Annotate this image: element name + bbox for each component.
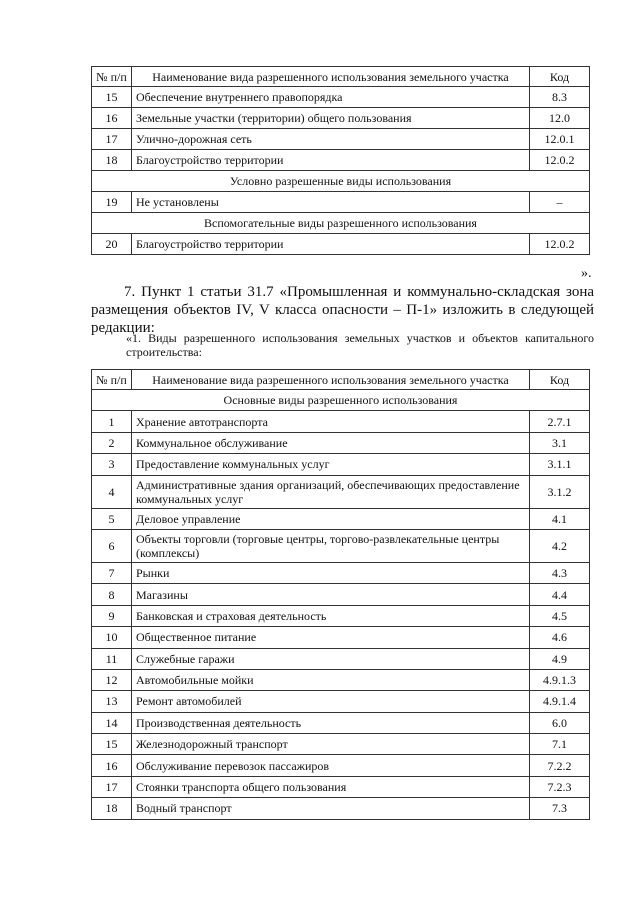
row-number: 15: [92, 734, 132, 755]
row-number: 14: [92, 712, 132, 733]
table-row: [92, 648, 590, 669]
row-name: Земельные участки (территории) общего пользования: [132, 108, 530, 129]
row-name: Рынки: [132, 562, 530, 583]
header-name: Наименование вида разрешенного использования земельного участка: [132, 370, 530, 390]
row-code: 3.1: [530, 432, 590, 453]
land-use-table-continued: [91, 66, 590, 255]
section-title: Условно разрешенные виды использования: [92, 171, 590, 192]
row-number: 19: [92, 192, 132, 213]
table-row: [92, 108, 590, 129]
section-title: Вспомогательные виды разрешенного использования: [92, 213, 590, 234]
row-code: 12.0.2: [530, 150, 590, 171]
land-use-table-p1: [91, 369, 590, 820]
header-number: № п/п: [92, 67, 132, 87]
table-row: [92, 712, 590, 733]
row-number: 12: [92, 669, 132, 690]
row-code: 4.4: [530, 584, 590, 605]
table-row: [92, 669, 590, 690]
row-number: 15: [92, 87, 132, 108]
table-row: [92, 129, 590, 150]
row-number: 10: [92, 627, 132, 648]
closing-quote: ».: [581, 266, 592, 281]
row-number: 6: [92, 529, 132, 562]
row-number: 16: [92, 108, 132, 129]
row-code: 12.0.1: [530, 129, 590, 150]
row-name: Благоустройство территории: [132, 234, 530, 255]
row-name: Водный транспорт: [132, 798, 530, 819]
row-number: 20: [92, 234, 132, 255]
row-name: Служебные гаражи: [132, 648, 530, 669]
row-number: 11: [92, 648, 132, 669]
header-code: Код: [530, 370, 590, 390]
row-name: Коммунальное обслуживание: [132, 432, 530, 453]
row-name: Железнодорожный транспорт: [132, 734, 530, 755]
table-row: [92, 508, 590, 529]
row-number: 1: [92, 411, 132, 432]
row-name: Банковская и страховая деятельность: [132, 605, 530, 626]
table-row: [92, 87, 590, 108]
row-number: 13: [92, 691, 132, 712]
section-row-conditional: [92, 171, 590, 192]
row-number: 18: [92, 150, 132, 171]
row-name: Улично-дорожная сеть: [132, 129, 530, 150]
row-name: Ремонт автомобилей: [132, 691, 530, 712]
row-name: Хранение автотранспорта: [132, 411, 530, 432]
header-number: № п/п: [92, 370, 132, 390]
row-number: 7: [92, 562, 132, 583]
table-row: [92, 150, 590, 171]
row-code: 3.1.2: [530, 475, 590, 508]
row-code: 4.5: [530, 605, 590, 626]
header-name: Наименование вида разрешенного использования земельного участка: [132, 67, 530, 87]
row-code: 4.9: [530, 648, 590, 669]
row-name: Предоставление коммунальных услуг: [132, 454, 530, 475]
row-name: Обслуживание перевозок пассажиров: [132, 755, 530, 776]
table-row: [92, 529, 590, 562]
table-row: [92, 627, 590, 648]
row-code: 7.2.2: [530, 755, 590, 776]
row-code: 7.2.3: [530, 776, 590, 797]
table-row: [92, 454, 590, 475]
row-number: 16: [92, 755, 132, 776]
row-name: Обеспечение внутреннего правопорядка: [132, 87, 530, 108]
row-code: 4.1: [530, 508, 590, 529]
row-number: 5: [92, 508, 132, 529]
row-code: 4.3: [530, 562, 590, 583]
table-row: [92, 411, 590, 432]
row-code: 7.3: [530, 798, 590, 819]
row-name: Деловое управление: [132, 508, 530, 529]
table-row: [92, 234, 590, 255]
row-name: Автомобильные мойки: [132, 669, 530, 690]
table-row: [92, 776, 590, 797]
section-title: Основные виды разрешенного использования: [92, 390, 590, 411]
table-row: [92, 691, 590, 712]
row-number: 4: [92, 475, 132, 508]
row-code: 2.7.1: [530, 411, 590, 432]
table-row: [92, 734, 590, 755]
row-name: Благоустройство территории: [132, 150, 530, 171]
row-name: Производственная деятельность: [132, 712, 530, 733]
table-row: [92, 192, 590, 213]
row-name: Объекты торговли (торговые центры, торгово-развлекательные центры (комплексы): [132, 529, 530, 562]
row-number: 9: [92, 605, 132, 626]
section-row-auxiliary: [92, 213, 590, 234]
table-row: [92, 755, 590, 776]
row-number: 3: [92, 454, 132, 475]
row-name: Общественное питание: [132, 627, 530, 648]
amendment-paragraph: 7. Пункт 1 статьи 31.7 «Промышленная и коммунально-складская зона размещения объектов IV, V класса опасности – П-1» изложить в следующей редакции:: [91, 284, 594, 336]
row-code: 4.2: [530, 529, 590, 562]
table-row: [92, 432, 590, 453]
row-name: Магазины: [132, 584, 530, 605]
section-row-main: [92, 390, 590, 411]
table-row: [92, 475, 590, 508]
row-number: 18: [92, 798, 132, 819]
table-row: [92, 605, 590, 626]
row-code: –: [530, 192, 590, 213]
row-code: 4.9.1.4: [530, 691, 590, 712]
table-header-row: [92, 67, 590, 87]
row-number: 8: [92, 584, 132, 605]
row-number: 2: [92, 432, 132, 453]
row-name: Административные здания организаций, обеспечивающих предоставление коммунальных услуг: [132, 475, 530, 508]
row-code: 3.1.1: [530, 454, 590, 475]
table-row: [92, 562, 590, 583]
row-number: 17: [92, 129, 132, 150]
row-code: 8.3: [530, 87, 590, 108]
row-name: Стоянки транспорта общего пользования: [132, 776, 530, 797]
row-code: 7.1: [530, 734, 590, 755]
header-code: Код: [530, 67, 590, 87]
row-code: 12.0: [530, 108, 590, 129]
subheading: «1. Виды разрешенного использования земельных участков и объектов капитального строительства:: [126, 331, 594, 359]
row-number: 17: [92, 776, 132, 797]
row-code: 12.0.2: [530, 234, 590, 255]
table-row: [92, 584, 590, 605]
row-code: 4.9.1.3: [530, 669, 590, 690]
row-code: 4.6: [530, 627, 590, 648]
row-name: Не установлены: [132, 192, 530, 213]
table-header-row: [92, 370, 590, 390]
row-code: 6.0: [530, 712, 590, 733]
table-row: [92, 798, 590, 819]
